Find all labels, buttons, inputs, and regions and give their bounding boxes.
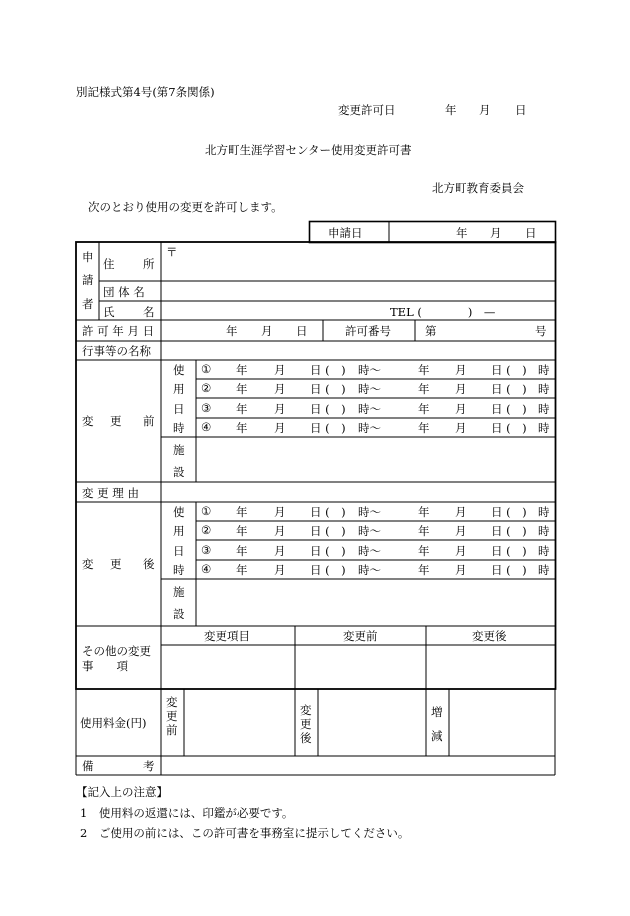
address-label-2: 所 [143,257,155,271]
notes-heading: 【記入上の注意】 [76,785,168,799]
permit-row-year: 年 [226,324,238,338]
before-slot-4-m2: 月 [455,421,467,435]
before-slot-3-m: 月 [274,402,286,416]
before-slot-4-mark: ④ [201,420,212,434]
after-slot-2-mark: ② [201,523,212,537]
before-slot-1-mark: ① [201,362,212,376]
before-slot-4-h: 時〜 [358,421,381,435]
after-slot-1-m2: 月 [455,505,467,519]
after-slot-2-h: 時〜 [358,524,381,538]
after-slot-4-m2: 月 [455,563,467,577]
other-col-before: 変更前 [343,629,378,643]
after-slot-4-d: 日 ( ) [310,563,346,577]
permit-number-dai: 第 [425,324,437,338]
permit-date-row-label: 許 可 年 月 日 [82,324,155,338]
applicant-char-3: 者 [82,297,94,311]
other-changes-label-1: その他の変更 [82,644,151,658]
fee-diff-2: 減 [431,729,443,743]
after-slot-4-y: 年 [236,563,248,577]
form-number: 別記様式第4号(第7条関係) [76,85,215,99]
after-slot-3-m: 月 [274,544,286,558]
after-slot-4-d2: 日 ( ) [491,563,527,577]
before-slot-4-d2: 日 ( ) [491,421,527,435]
after-slot-3-h2: 時 [538,544,550,558]
before-slot-1-m: 月 [274,363,286,377]
other-changes-label-2: 事 項 [82,659,128,673]
permit-row-month: 月 [261,324,273,338]
before-label-2: 更 [110,414,122,428]
before-slot-3-d2: 日 ( ) [491,402,527,416]
after-slot-4-h: 時〜 [358,563,381,577]
before-label-3: 前 [143,414,155,428]
org-label: 団 体 名 [103,285,145,299]
before-slot-3-h: 時〜 [358,402,381,416]
name-label-2: 名 [143,305,155,319]
after-slot-1-mark: ① [201,504,212,518]
after-slot-3-m2: 月 [455,544,467,558]
after-slot-1-m: 月 [274,505,286,519]
before-slot-2-y2: 年 [418,382,430,396]
before-slot-2-d2: 日 ( ) [491,382,527,396]
before-slot-3-y: 年 [236,402,248,416]
apply-date-day: 日 [525,226,537,240]
before-slot-1-m2: 月 [455,363,467,377]
before-slot-3-m2: 月 [455,402,467,416]
after-slot-1-y2: 年 [418,505,430,519]
event-name-label: 行事等の名称 [82,344,151,358]
permit-date-day: 日 [515,103,527,117]
apply-date-month: 月 [490,226,502,240]
before-facility-1: 施 [173,443,185,457]
after-slot-3-mark: ③ [201,543,212,557]
after-use-1: 使 [173,505,185,519]
applicant-char-2: 請 [82,273,94,287]
after-slot-1-d2: 日 ( ) [491,505,527,519]
after-slot-2-y: 年 [236,524,248,538]
after-slot-4-h2: 時 [538,563,550,577]
before-slot-1-y2: 年 [418,363,430,377]
permit-number-go: 号 [535,324,547,338]
after-slot-3-y2: 年 [418,544,430,558]
after-label-1: 変 [82,557,94,571]
before-slot-2-m: 月 [274,382,286,396]
before-slot-1-y: 年 [236,363,248,377]
fee-diff-1: 増 [431,705,443,719]
fee-before-1: 変 [166,695,178,709]
note-item-1: 1 使用料の返還には、印鑑が必要です。 [80,806,294,820]
before-use-4: 時 [173,421,185,435]
before-label-1: 変 [82,414,94,428]
name-label-1: 氏 [103,305,115,319]
reason-label: 変 更 理 由 [82,486,139,500]
before-use-1: 使 [173,363,185,377]
after-slot-3-d: 日 ( ) [310,544,346,558]
before-use-2: 用 [173,382,185,396]
fee-label: 使用料金(円) [80,716,147,730]
before-slot-4-h2: 時 [538,421,550,435]
before-slot-4-m: 月 [274,421,286,435]
before-slot-3-mark: ③ [201,401,212,415]
apply-date-year: 年 [456,226,468,240]
after-slot-2-y2: 年 [418,524,430,538]
after-slot-1-y: 年 [236,505,248,519]
before-slot-3-y2: 年 [418,402,430,416]
before-slot-3-d: 日 ( ) [310,402,346,416]
after-facility-2: 設 [173,607,185,621]
other-col-after: 変更後 [472,629,507,643]
before-slot-1-h: 時〜 [358,363,381,377]
fee-before-3: 前 [166,723,178,737]
after-slot-1-h: 時〜 [358,505,381,519]
fee-before-2: 更 [166,709,178,723]
after-slot-2-h2: 時 [538,524,550,538]
issuer: 北方町教育委員会 [432,181,524,195]
address-label-1: 住 [103,257,115,271]
after-label-2: 更 [110,557,122,571]
after-slot-4-m: 月 [274,563,286,577]
before-slot-2-h: 時〜 [358,382,381,396]
permit-date-year: 年 [445,103,457,117]
intro-text: 次のとおり使用の変更を許可します。 [88,200,283,214]
before-slot-1-d: 日 ( ) [310,363,346,377]
document-title: 北方町生涯学習センター使用変更許可書 [205,143,412,157]
before-slot-4-y: 年 [236,421,248,435]
before-facility-2: 設 [173,465,185,479]
fee-after-2: 更 [300,717,312,731]
fee-after-3: 後 [300,731,312,745]
fee-after-1: 変 [300,703,312,717]
before-slot-4-y2: 年 [418,421,430,435]
applicant-char-1: 申 [82,250,94,264]
permit-date-month: 月 [479,103,491,117]
after-label-3: 後 [143,557,155,571]
after-slot-1-d: 日 ( ) [310,505,346,519]
after-slot-2-d: 日 ( ) [310,524,346,538]
tel-label: TEL ( ) — [390,305,496,319]
before-slot-4-d: 日 ( ) [310,421,346,435]
after-slot-2-m2: 月 [455,524,467,538]
other-col-item: 変更項目 [204,629,250,643]
after-slot-1-h2: 時 [538,505,550,519]
before-slot-2-m2: 月 [455,382,467,396]
remarks-label-1: 備 [82,759,94,773]
before-slot-2-h2: 時 [538,382,550,396]
after-slot-4-mark: ④ [201,562,212,576]
apply-date-label: 申請日 [328,226,363,240]
permit-number-label: 許可番号 [345,324,391,338]
before-slot-2-d: 日 ( ) [310,382,346,396]
after-slot-3-h: 時〜 [358,544,381,558]
permit-row-day: 日 [296,324,308,338]
after-slot-2-d2: 日 ( ) [491,524,527,538]
note-item-2: 2 ご使用の前には、この許可書を事務室に提示してください。 [80,826,410,840]
remarks-label-2: 考 [143,759,155,773]
after-slot-3-d2: 日 ( ) [491,544,527,558]
permit-date-label: 変更許可日 [338,103,396,117]
after-slot-4-y2: 年 [418,563,430,577]
before-slot-1-d2: 日 ( ) [491,363,527,377]
after-use-4: 時 [173,563,185,577]
after-slot-2-m: 月 [274,524,286,538]
after-use-3: 日 [173,544,185,558]
before-slot-1-h2: 時 [538,363,550,377]
after-slot-3-y: 年 [236,544,248,558]
before-slot-3-h2: 時 [538,402,550,416]
before-slot-2-mark: ② [201,381,212,395]
before-use-3: 日 [173,402,185,416]
after-facility-1: 施 [173,585,185,599]
after-use-2: 用 [173,524,185,538]
postal-mark: 〒 [166,245,178,259]
before-slot-2-y: 年 [236,382,248,396]
